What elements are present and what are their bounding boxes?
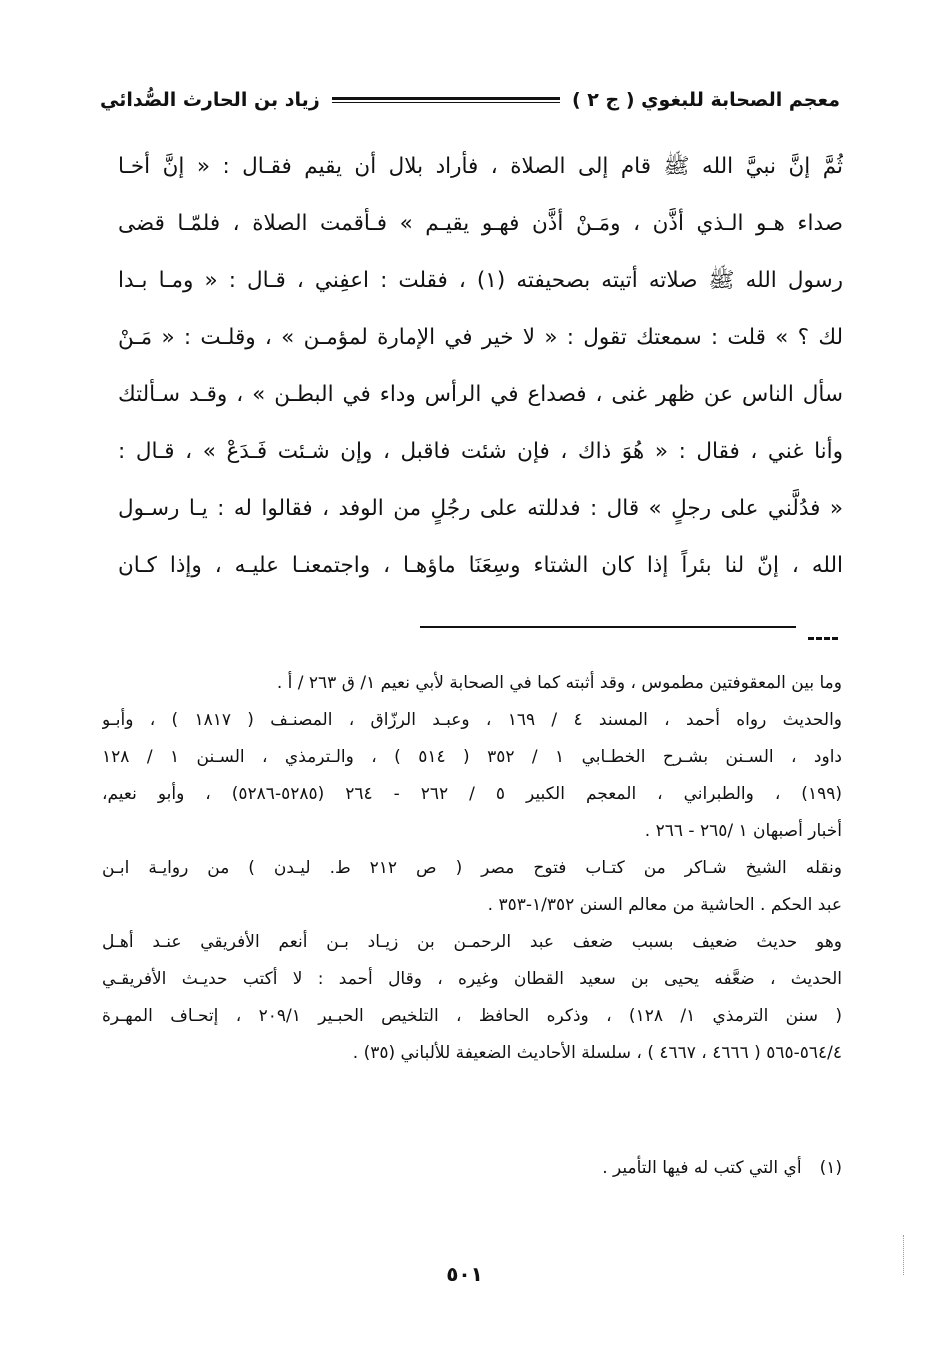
footnote-line: داود ، السـنن بشـرح الخطـابي ١ / ٣٥٢ ( ٥١٤ ) ، والـترمذي ، السـنن ١ / ١٢٨	[102, 747, 842, 767]
footnote-line: (١٩٩) ، والطبراني ، المعجم الكبير ٥ / ٢٦٢ - ٢٦٤ (٥٢٨٥-٥٢٨٦) ، وأبو نعيم،	[102, 784, 842, 804]
page-number: ٥٠١	[446, 1262, 483, 1286]
text-line: لك ؟ » قلت : سمعتك تقول : « لا خير في الإمارة لمؤمـن » ، وقلـت : « مَـنْ	[118, 325, 843, 350]
footnote-line: الحديث ، ضعَّفه يحيى بن سعيد القطان وغيره ، وقال أحمد : لا أكتب حديـث الأفريقـي	[102, 969, 842, 989]
text-line: « فدُلَّني على رجلٍ » قال : فدللته على رجُلٍ من الوفد ، فقالوا له : يـا رسـول	[118, 496, 843, 521]
footnote-line: ونقله الشيخ شـاكر من كتـاب فتوح مصر ( ص ٢١٢ ط. ليـدن ) من روايـة ابـن	[102, 858, 842, 878]
footnote-line: ( سنن الترمذي ١/ ١٢٨) ، وذكره الحافظ ، التلخيص الحبـير ٢٠٩/١ ، إتحـاف المهـرة	[102, 1006, 842, 1026]
main-text	[118, 138, 843, 594]
footnote-line: وما بين المعقوفتين مطموس ، وقد أثبته كما في الصحابة لأبي نعيم ١/ ق ٢٦٣ / أ .	[276, 673, 842, 693]
header-rule	[332, 97, 560, 103]
text-line: سأل الناس عن ظهر غنى ، فصداع في الرأس وداء في البطـن » ، وقـد سـألتك	[118, 382, 843, 407]
text-line: رسول الله ﷺ صلاته أتيته بصحيفته (١) ، فقلت : اعفِني ، قـال : « ومـا بـدا	[118, 268, 843, 293]
footnote-number: (١)	[819, 1158, 842, 1178]
footnote-line: والحديث رواه أحمد ، المسند ٤ / ١٦٩ ، وعبـد الرزّاق ، المصنـف ( ١٨١٧ ) ، وأبـو	[102, 710, 842, 730]
text-line: ثُمَّ إنَّ نبيَّ الله ﷺ قام إلى الصلاة ، فأراد بلال أن يقيم فقـال : « إنَّ أخـا	[118, 154, 843, 179]
entry-title: زياد بن الحارث الصُّدائي	[100, 89, 320, 111]
text-line: الله ، إنّ لنا بئراً إذا كان الشتاء وسِعَنَا ماؤهـا ، واجتمعنـا عليـه ، وإذا كـان	[118, 553, 843, 578]
book-title: معجم الصحابة للبغوي ( ج ٢ )	[571, 89, 840, 111]
continuation-mark	[808, 637, 838, 640]
scan-edge-marks	[903, 1235, 908, 1275]
footnote-line: عبد الحكم . الحاشية من معالم السنن ١/٣٥٢-٣٥٣ .	[487, 895, 842, 915]
footnote-1	[102, 1150, 842, 1187]
text-line: وأنا غني ، فقال : « هُوَ ذاك ، فإن شئت فاقبل ، وإن شـئت فَـدَعْ » ، قـال :	[118, 439, 843, 464]
footnote-text: أي التي كتب له فيها التأمير .	[602, 1158, 802, 1178]
footnote-line: ٥٦٤/٤-٥٦٥ ( ٤٦٦٦ ، ٤٦٦٧ ) ، سلسلة الأحاديث الضعيفة للألباني (٣٥) .	[352, 1043, 842, 1063]
footnote-line: أخبار أصبهان ١ /٢٦٥ - ٢٦٦ .	[644, 821, 842, 841]
footnote-line: وهو حديث ضعيف بسبب ضعف عبد الرحمـن بن زيـاد بـن أنعم الأفريقي عنـد أهـل	[102, 932, 842, 952]
text-line: صداء هـو الـذي أذَّن ، ومَـنْ أذَّن فهـو يقيـم » فـأقمت الصلاة ، فلمّـا قضى	[118, 211, 843, 236]
footnotes	[102, 665, 842, 1072]
running-head	[100, 80, 840, 120]
footnote-separator	[420, 626, 796, 628]
